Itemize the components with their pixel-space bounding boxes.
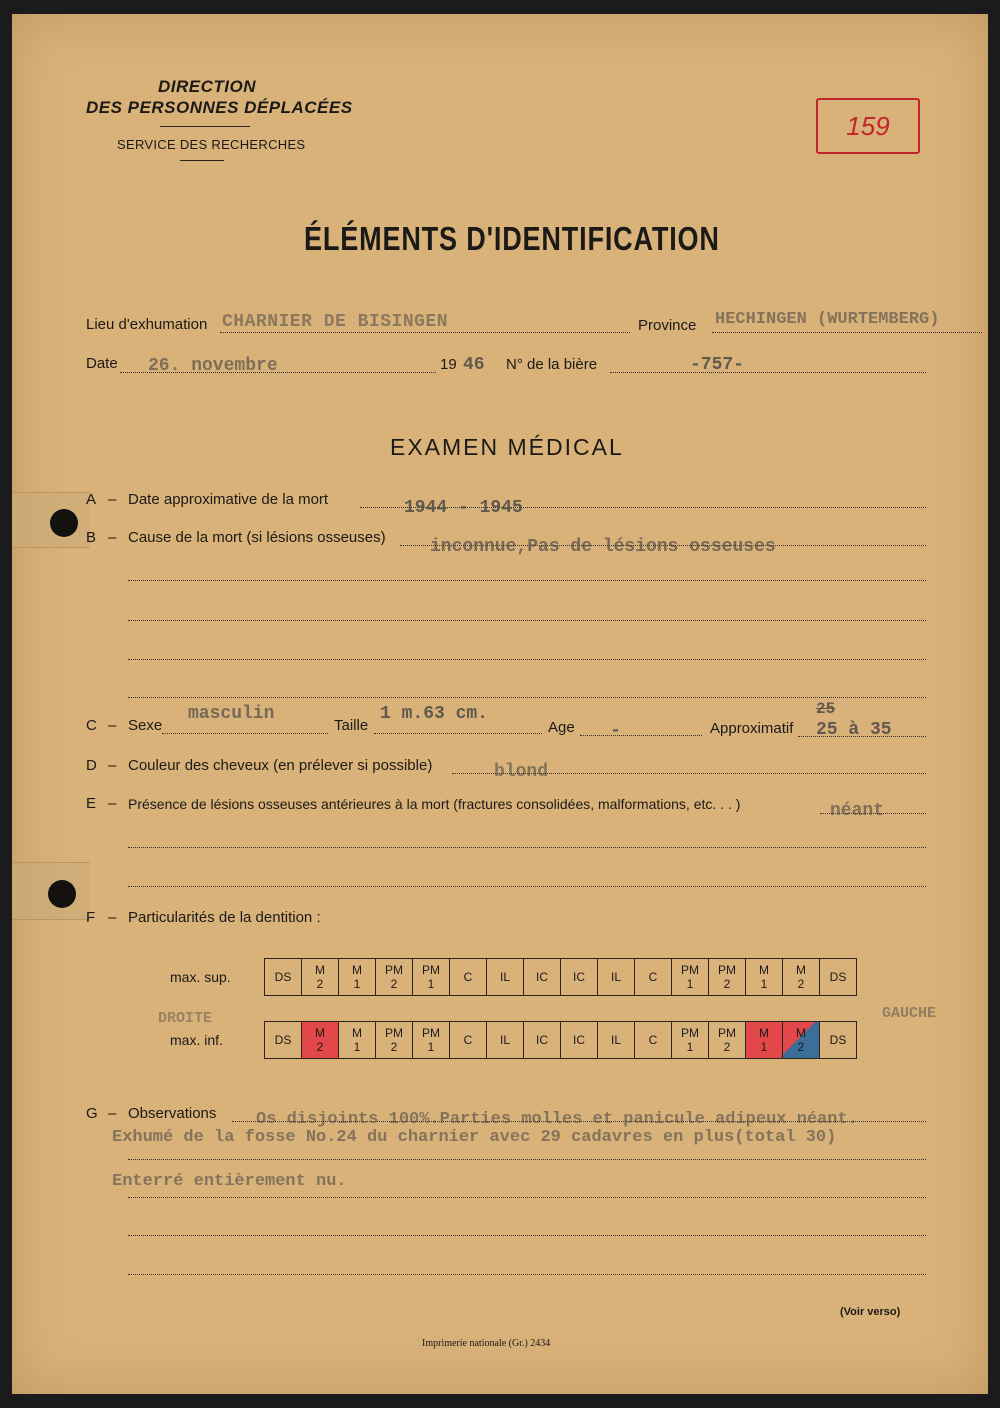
- lower-tooth-cell: [598, 1022, 635, 1058]
- section-title: EXAMEN MÉDICAL: [390, 434, 624, 460]
- upper-tooth-cell: [302, 959, 339, 995]
- lower-tooth-cell: [413, 1022, 450, 1058]
- tooth-type: PM: [385, 963, 403, 977]
- province-value: HECHINGEN (WURTEMBERG): [715, 310, 940, 329]
- tooth-number: 2: [723, 977, 731, 991]
- approx-struck-value: 25: [816, 700, 836, 718]
- tooth-type: PM: [422, 1026, 440, 1040]
- tooth-type: IL: [610, 1033, 621, 1047]
- item-d-value: blond: [494, 762, 549, 782]
- upper-teeth-row: [264, 958, 857, 996]
- tooth-number: 1: [353, 977, 361, 991]
- observations-label: Observations: [128, 1105, 217, 1122]
- service-name: SERVICE DES RECHERCHES: [117, 137, 306, 152]
- tooth-number: 1: [760, 1040, 768, 1054]
- item-f-label: Particularités de la dentition :: [128, 909, 321, 926]
- tooth-number: 2: [390, 1040, 398, 1054]
- taille-dotted-line: [374, 733, 542, 734]
- item-a-letter: A: [86, 491, 97, 508]
- lower-tooth-cell: [487, 1022, 524, 1058]
- upper-tooth-cell: [339, 959, 376, 995]
- tooth-type: PM: [718, 1026, 736, 1040]
- item-e-value: néant: [830, 801, 885, 821]
- lower-tooth-cell: [524, 1022, 561, 1058]
- lower-tooth-cell: [339, 1022, 376, 1058]
- header-rule-1: [160, 126, 250, 127]
- lower-tooth-cell: [265, 1022, 302, 1058]
- tooth-type: C: [648, 970, 658, 984]
- printer-line: Imprimerie nationale (Gr.) 2434: [422, 1338, 551, 1349]
- sexe-value: masculin: [188, 704, 275, 724]
- upper-tooth-cell: [672, 959, 709, 995]
- page-title: ÉLÉMENTS D'IDENTIFICATION: [304, 220, 720, 257]
- direction-line-1: DIRECTION: [158, 77, 256, 96]
- item-e-dash: –: [108, 795, 117, 812]
- tooth-type: C: [648, 1033, 658, 1047]
- biere-label: N° de la bière: [506, 356, 598, 373]
- lower-tooth-cell: [450, 1022, 487, 1058]
- biere-value: -757-: [690, 355, 745, 375]
- upper-tooth-cell: [376, 959, 413, 995]
- lower-tooth-cell: [376, 1022, 413, 1058]
- tooth-type: M: [759, 1026, 769, 1040]
- item-f-dash: –: [108, 909, 117, 926]
- taille-value: 1 m.63 cm.: [380, 704, 489, 724]
- tooth-type: PM: [385, 1026, 403, 1040]
- tooth-type: IL: [499, 1033, 510, 1047]
- sexe-dotted-line: [162, 733, 328, 734]
- tooth-type: C: [463, 1033, 473, 1047]
- max-sup-label: max. sup.: [170, 969, 231, 985]
- item-a-dash: –: [108, 491, 117, 508]
- tooth-type: IL: [499, 970, 510, 984]
- direction-line-2: DES PERSONNES DÉPLACÉES: [86, 98, 353, 117]
- lower-tooth-cell: [746, 1022, 783, 1058]
- tooth-number: 1: [353, 1040, 361, 1054]
- age-value: -: [610, 721, 621, 741]
- date-value: 26. novembre: [148, 356, 278, 376]
- item-e-blank-line-2: [128, 886, 926, 887]
- sexe-label: Sexe: [128, 717, 163, 734]
- obs-dotted-line-4: [128, 1235, 926, 1236]
- tooth-type: M: [759, 963, 769, 977]
- max-inf-label: max. inf.: [170, 1032, 223, 1048]
- item-b-blank-line-1: [128, 580, 926, 581]
- upper-tooth-cell: [413, 959, 450, 995]
- header-rule-2: [180, 160, 224, 161]
- punch-hole-bottom: [48, 880, 76, 908]
- approx-label: Approximatif: [710, 720, 794, 737]
- tooth-type: M: [315, 963, 325, 977]
- tooth-type: M: [796, 1026, 806, 1040]
- punch-hole-top: [50, 509, 78, 537]
- tooth-number: 1: [427, 977, 435, 991]
- obs-dotted-line-2: [128, 1159, 926, 1160]
- tooth-number: 1: [760, 977, 768, 991]
- item-e-letter: E: [86, 795, 97, 812]
- tooth-number: 1: [427, 1040, 435, 1054]
- tooth-number: 2: [316, 977, 324, 991]
- lower-tooth-cell: [783, 1022, 820, 1058]
- upper-tooth-cell: [783, 959, 820, 995]
- lower-tooth-cell: [709, 1022, 746, 1058]
- lieu-value: CHARNIER DE BISINGEN: [222, 312, 449, 332]
- age-label: Age: [548, 719, 575, 736]
- item-b-value: inconnue,Pas de lésions osseuses: [430, 537, 776, 557]
- tooth-number: 1: [686, 977, 694, 991]
- item-g-dash: –: [108, 1105, 117, 1122]
- item-d-letter: D: [86, 757, 97, 774]
- upper-tooth-cell: [709, 959, 746, 995]
- biere-dotted-line: [610, 372, 926, 373]
- lower-tooth-cell: [302, 1022, 339, 1058]
- item-c-letter: C: [86, 717, 97, 734]
- tooth-type: PM: [718, 963, 736, 977]
- tooth-type: PM: [681, 1026, 699, 1040]
- tooth-number: 1: [686, 1040, 694, 1054]
- tooth-number: 2: [797, 1040, 805, 1054]
- item-b-blank-line-3: [128, 659, 926, 660]
- tooth-type: DS: [274, 1033, 292, 1047]
- observations-line-2: Exhumé de la fosse No.24 du charnier avec 29 cadavres en plus(total 30): [112, 1128, 837, 1147]
- gauche-label: GAUCHE: [882, 1005, 937, 1022]
- lieu-dotted-line: [220, 332, 630, 333]
- taille-label: Taille: [334, 717, 369, 734]
- stamp-number: 159: [846, 110, 890, 141]
- item-b-dash: –: [108, 529, 117, 546]
- voir-verso: (Voir verso): [840, 1306, 901, 1318]
- upper-tooth-cell: [635, 959, 672, 995]
- observations-line-3: Enterré entièrement nu.: [112, 1172, 347, 1191]
- date-label: Date: [86, 355, 118, 372]
- obs-dotted-line-3: [128, 1197, 926, 1198]
- tooth-type: PM: [681, 963, 699, 977]
- tooth-type: DS: [829, 970, 847, 984]
- upper-tooth-cell: [820, 959, 856, 995]
- tooth-type: IL: [610, 970, 621, 984]
- item-d-label: Couleur des cheveux (en prélever si possible): [128, 757, 433, 774]
- upper-tooth-cell: [487, 959, 524, 995]
- tooth-type: M: [352, 1026, 362, 1040]
- tooth-type: M: [796, 963, 806, 977]
- lower-tooth-cell: [820, 1022, 856, 1058]
- approx-value: 25 à 35: [816, 720, 892, 740]
- lieu-label: Lieu d'exhumation: [86, 316, 208, 333]
- item-e-label: Présence de lésions osseuses antérieures à la mort (fractures consolidées, malformations, etc. . . ): [128, 796, 741, 812]
- reference-stamp: [816, 98, 920, 154]
- tooth-type: IC: [536, 1033, 548, 1047]
- upper-tooth-cell: [746, 959, 783, 995]
- upper-tooth-cell: [265, 959, 302, 995]
- item-a-label: Date approximative de la mort: [128, 491, 329, 508]
- tooth-number: 2: [316, 1040, 324, 1054]
- year-value: 46: [463, 355, 485, 375]
- item-a-value: 1944 - 1945: [404, 498, 523, 518]
- lower-tooth-cell: [672, 1022, 709, 1058]
- obs-dotted-line-5: [128, 1274, 926, 1275]
- year-prefix: 19: [440, 356, 457, 373]
- tooth-number: 2: [390, 977, 398, 991]
- province-dotted-line: [712, 332, 982, 333]
- tooth-number: 2: [723, 1040, 731, 1054]
- lower-tooth-cell: [635, 1022, 672, 1058]
- item-c-dash: –: [108, 717, 117, 734]
- item-b-blank-line-4: [128, 697, 926, 698]
- observations-line-1: Os disjoints 100%.Parties molles et panicule adipeux néant.: [256, 1110, 858, 1129]
- item-b-label: Cause de la mort (si lésions osseuses): [128, 529, 386, 546]
- tooth-type: DS: [274, 970, 292, 984]
- province-label: Province: [638, 317, 697, 334]
- age-dotted-line: [580, 735, 702, 736]
- item-b-blank-line-2: [128, 620, 926, 621]
- tooth-number: 2: [797, 977, 805, 991]
- tooth-type: C: [463, 970, 473, 984]
- item-d-dash: –: [108, 757, 117, 774]
- tooth-type: DS: [829, 1033, 847, 1047]
- upper-tooth-cell: [524, 959, 561, 995]
- droite-label: DROITE: [158, 1010, 213, 1027]
- lower-teeth-row: [264, 1021, 857, 1059]
- item-e-blank-line-1: [128, 847, 926, 848]
- upper-tooth-cell: [598, 959, 635, 995]
- lower-tooth-cell: [561, 1022, 598, 1058]
- item-b-letter: B: [86, 529, 97, 546]
- form-sheet: [12, 14, 988, 1394]
- item-f-letter: F: [86, 909, 96, 926]
- tooth-type: IC: [573, 970, 585, 984]
- tooth-type: PM: [422, 963, 440, 977]
- tooth-type: IC: [573, 1033, 585, 1047]
- tooth-type: M: [352, 963, 362, 977]
- tooth-type: M: [315, 1026, 325, 1040]
- upper-tooth-cell: [450, 959, 487, 995]
- tooth-type: IC: [536, 970, 548, 984]
- upper-tooth-cell: [561, 959, 598, 995]
- item-g-letter: G: [86, 1105, 98, 1122]
